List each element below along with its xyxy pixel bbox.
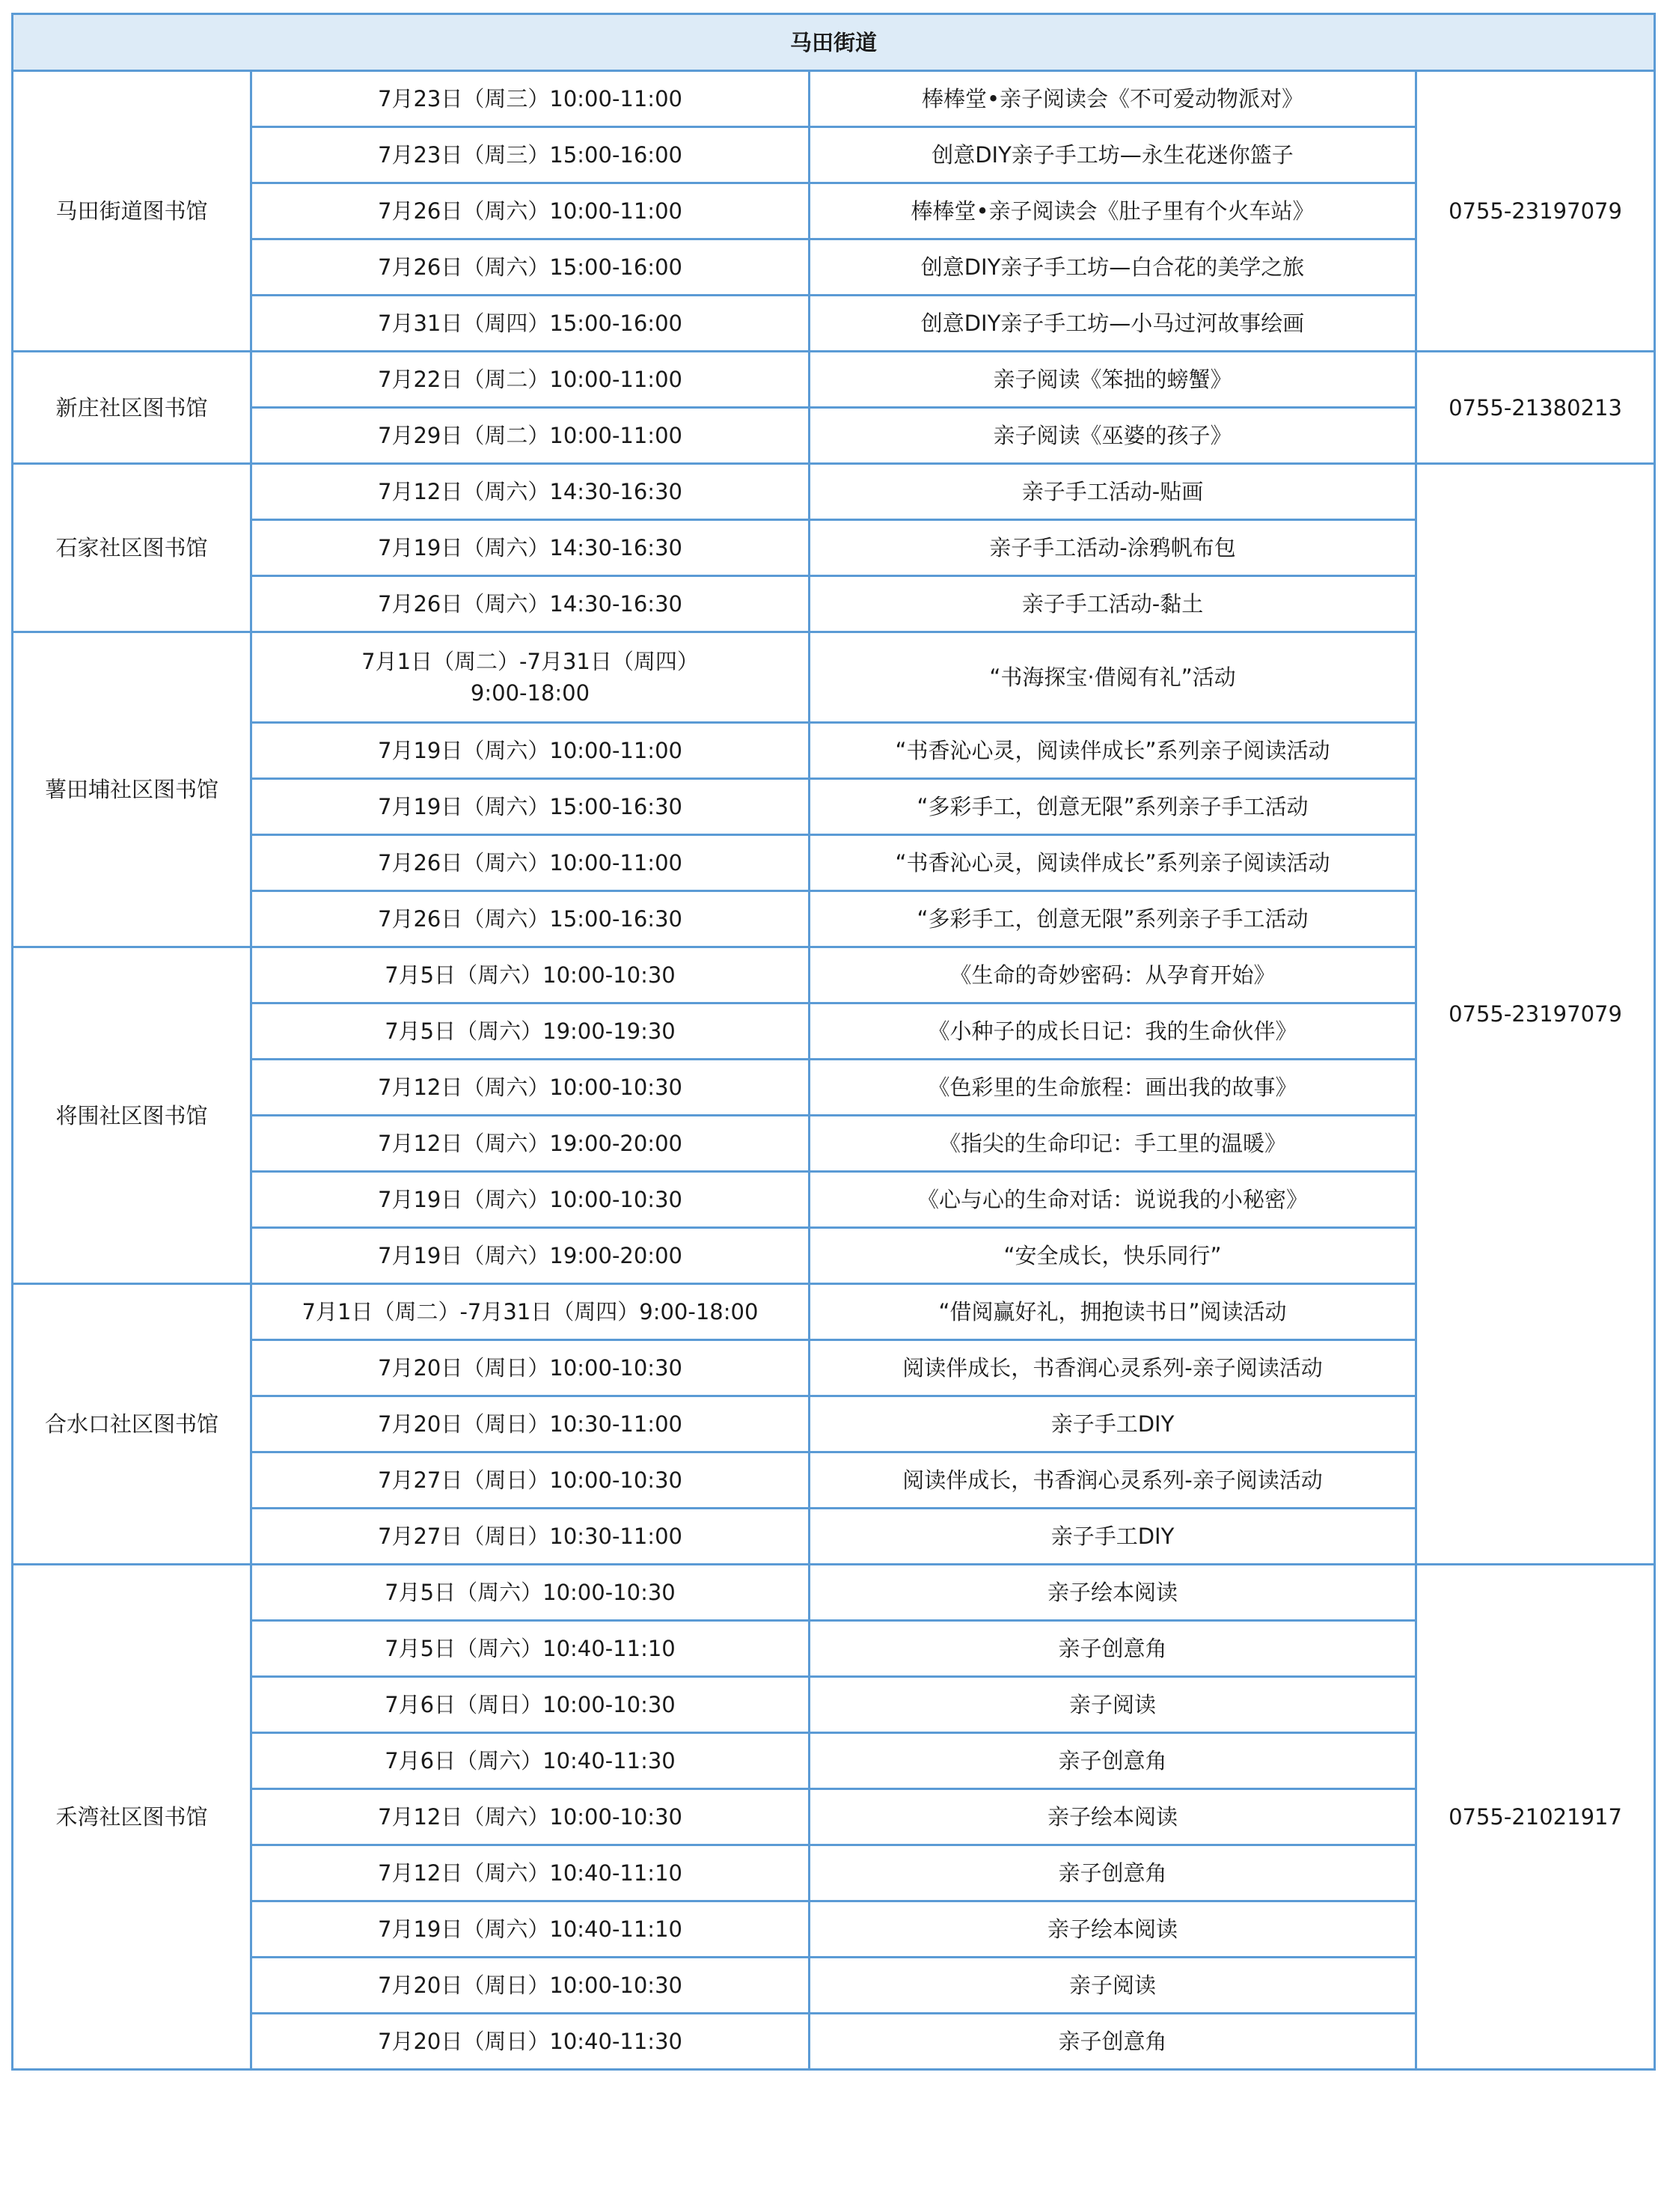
- table-row: [13, 2014, 1655, 2070]
- event-time: 7月5日（周六）10:00-10:30: [251, 947, 810, 1003]
- event-time: 7月27日（周日）10:30-11:00: [251, 1509, 810, 1565]
- table-row: [13, 1172, 1655, 1228]
- library-name: 马田街道图书馆: [13, 71, 251, 352]
- event-activity: 创意DIY亲子手工坊—白合花的美学之旅: [810, 239, 1416, 296]
- table-row: [13, 891, 1655, 947]
- event-time: 7月12日（周六）19:00-20:00: [251, 1116, 810, 1172]
- event-activity: 亲子阅读《笨拙的螃蟹》: [810, 352, 1416, 408]
- table-row: [13, 464, 1655, 520]
- table-row: [13, 127, 1655, 183]
- schedule-table: [11, 13, 1656, 2071]
- event-activity: 亲子手工活动-贴画: [810, 464, 1416, 520]
- table-row: [13, 408, 1655, 464]
- event-time: 7月20日（周日）10:00-10:30: [251, 1958, 810, 2014]
- contact-phone: 0755-23197079: [1416, 464, 1655, 1565]
- library-name: 新庄社区图书馆: [13, 352, 251, 464]
- event-time-line: 7月1日（周二）-7月31日（周四）: [361, 649, 699, 674]
- event-time: [251, 632, 810, 723]
- event-activity: 《色彩里的生命旅程：画出我的故事》: [810, 1060, 1416, 1116]
- table-row: [13, 779, 1655, 835]
- event-activity: 亲子手工活动-黏土: [810, 576, 1416, 632]
- table-row: [13, 1958, 1655, 2014]
- table-row: [13, 1677, 1655, 1733]
- event-time: 7月19日（周六）10:00-11:00: [251, 723, 810, 779]
- event-activity: 亲子创意角: [810, 1621, 1416, 1677]
- event-activity: 亲子创意角: [810, 1845, 1416, 1901]
- event-time: 7月5日（周六）10:00-10:30: [251, 1565, 810, 1621]
- event-time: 7月26日（周六）14:30-16:30: [251, 576, 810, 632]
- table-row: [13, 1789, 1655, 1845]
- event-time: 7月20日（周日）10:30-11:00: [251, 1396, 810, 1452]
- event-activity: 阅读伴成长，书香润心灵系列-亲子阅读活动: [810, 1340, 1416, 1396]
- event-time: 7月5日（周六）19:00-19:30: [251, 1003, 810, 1060]
- event-time: 7月12日（周六）10:00-10:30: [251, 1789, 810, 1845]
- event-activity: 亲子手工DIY: [810, 1509, 1416, 1565]
- event-time: 7月29日（周二）10:00-11:00: [251, 408, 810, 464]
- event-time: 7月26日（周六）15:00-16:00: [251, 239, 810, 296]
- event-activity: 亲子手工活动-涂鸦帆布包: [810, 520, 1416, 576]
- table-row: [13, 1901, 1655, 1958]
- event-activity: 亲子创意角: [810, 1733, 1416, 1789]
- event-time: 7月6日（周六）10:40-11:30: [251, 1733, 810, 1789]
- event-time: 7月31日（周四）15:00-16:00: [251, 296, 810, 352]
- library-name: 合水口社区图书馆: [13, 1284, 251, 1565]
- table-row: [13, 1003, 1655, 1060]
- street-title: 马田街道: [13, 14, 1655, 71]
- event-time: 7月12日（周六）14:30-16:30: [251, 464, 810, 520]
- event-activity: 棒棒堂•亲子阅读会《不可爱动物派对》: [810, 71, 1416, 127]
- event-time: 7月19日（周六）19:00-20:00: [251, 1228, 810, 1284]
- table-row: [13, 1340, 1655, 1396]
- event-activity: “书香沁心灵，阅读伴成长”系列亲子阅读活动: [810, 835, 1416, 891]
- event-activity: 棒棒堂•亲子阅读会《肚子里有个火车站》: [810, 183, 1416, 239]
- table-row: [13, 296, 1655, 352]
- event-time: 7月23日（周三）10:00-11:00: [251, 71, 810, 127]
- table-row: [13, 1733, 1655, 1789]
- event-activity: 阅读伴成长，书香润心灵系列-亲子阅读活动: [810, 1452, 1416, 1509]
- event-time: 7月19日（周六）15:00-16:30: [251, 779, 810, 835]
- event-time: 7月5日（周六）10:40-11:10: [251, 1621, 810, 1677]
- event-activity: 亲子绘本阅读: [810, 1789, 1416, 1845]
- event-time: 7月12日（周六）10:40-11:10: [251, 1845, 810, 1901]
- event-activity: 创意DIY亲子手工坊—永生花迷你篮子: [810, 127, 1416, 183]
- table-row: [13, 1565, 1655, 1621]
- event-activity: 亲子阅读: [810, 1958, 1416, 2014]
- table-row: [13, 1452, 1655, 1509]
- event-time: 7月20日（周日）10:00-10:30: [251, 1340, 810, 1396]
- event-time: 7月20日（周日）10:40-11:30: [251, 2014, 810, 2070]
- event-time: 7月19日（周六）10:40-11:10: [251, 1901, 810, 1958]
- contact-phone: 0755-23197079: [1416, 71, 1655, 352]
- event-time-line: 9:00-18:00: [470, 680, 590, 706]
- event-time: 7月6日（周日）10:00-10:30: [251, 1677, 810, 1733]
- table-row: [13, 576, 1655, 632]
- table-row: [13, 835, 1655, 891]
- event-activity: 亲子阅读: [810, 1677, 1416, 1733]
- event-activity: “借阅赢好礼，拥抱读书日”阅读活动: [810, 1284, 1416, 1340]
- table-row: [13, 947, 1655, 1003]
- event-activity: 《指尖的生命印记：手工里的温暖》: [810, 1116, 1416, 1172]
- event-activity: 《小种子的成长日记：我的生命伙伴》: [810, 1003, 1416, 1060]
- library-name: 禾湾社区图书馆: [13, 1565, 251, 2070]
- table-row: [13, 1621, 1655, 1677]
- table-row: [13, 723, 1655, 779]
- event-activity: 亲子绘本阅读: [810, 1565, 1416, 1621]
- header-row: [13, 14, 1655, 71]
- table-row: [13, 239, 1655, 296]
- table-row: [13, 1845, 1655, 1901]
- event-activity: “多彩手工，创意无限”系列亲子手工活动: [810, 779, 1416, 835]
- event-time: 7月22日（周二）10:00-11:00: [251, 352, 810, 408]
- table-row: [13, 1396, 1655, 1452]
- event-activity: “多彩手工，创意无限”系列亲子手工活动: [810, 891, 1416, 947]
- event-time: 7月26日（周六）10:00-11:00: [251, 183, 810, 239]
- event-time: 7月23日（周三）15:00-16:00: [251, 127, 810, 183]
- table-row: [13, 352, 1655, 408]
- event-activity: 亲子手工DIY: [810, 1396, 1416, 1452]
- table-row: [13, 183, 1655, 239]
- table-row: [13, 1060, 1655, 1116]
- event-activity: 《心与心的生命对话：说说我的小秘密》: [810, 1172, 1416, 1228]
- table-row: [13, 1509, 1655, 1565]
- contact-phone: 0755-21021917: [1416, 1565, 1655, 2070]
- table-row: [13, 1116, 1655, 1172]
- library-name: 将围社区图书馆: [13, 947, 251, 1284]
- contact-phone: 0755-21380213: [1416, 352, 1655, 464]
- table-row: [13, 1228, 1655, 1284]
- event-activity: 亲子创意角: [810, 2014, 1416, 2070]
- event-time: 7月26日（周六）10:00-11:00: [251, 835, 810, 891]
- event-activity: 《生命的奇妙密码：从孕育开始》: [810, 947, 1416, 1003]
- event-activity: “书海探宝·借阅有礼”活动: [810, 632, 1416, 723]
- table-row: [13, 520, 1655, 576]
- event-activity: 亲子绘本阅读: [810, 1901, 1416, 1958]
- event-time: 7月27日（周日）10:00-10:30: [251, 1452, 810, 1509]
- library-name: 薯田埔社区图书馆: [13, 632, 251, 947]
- table-row: [13, 1284, 1655, 1340]
- event-activity: “安全成长，快乐同行”: [810, 1228, 1416, 1284]
- event-time: 7月1日（周二）-7月31日（周四）9:00-18:00: [251, 1284, 810, 1340]
- event-time: 7月12日（周六）10:00-10:30: [251, 1060, 810, 1116]
- event-activity: “书香沁心灵，阅读伴成长”系列亲子阅读活动: [810, 723, 1416, 779]
- event-time: 7月26日（周六）15:00-16:30: [251, 891, 810, 947]
- library-name: 石家社区图书馆: [13, 464, 251, 632]
- event-time: 7月19日（周六）10:00-10:30: [251, 1172, 810, 1228]
- table-row: [13, 71, 1655, 127]
- event-activity: 亲子阅读《巫婆的孩子》: [810, 408, 1416, 464]
- table-row: [13, 632, 1655, 723]
- event-activity: 创意DIY亲子手工坊—小马过河故事绘画: [810, 296, 1416, 352]
- event-time: 7月19日（周六）14:30-16:30: [251, 520, 810, 576]
